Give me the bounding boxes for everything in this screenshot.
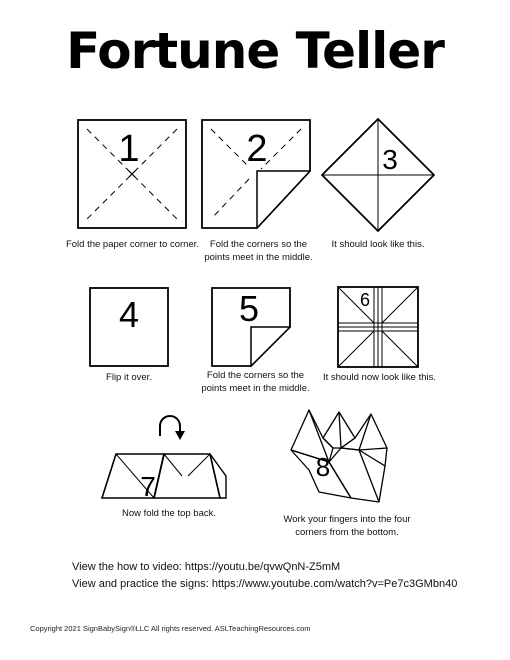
- step-3-diagram: [321, 118, 435, 232]
- step-7-diagram: [100, 410, 240, 502]
- step-3-number: 3: [382, 144, 398, 175]
- arrow-head-icon: [175, 431, 185, 440]
- step-5-diagram: [211, 287, 291, 367]
- step-2-caption: Fold the corners so the points meet in the middle.: [204, 239, 313, 263]
- step-8-number: 8: [315, 452, 331, 482]
- step-6-caption: It should now look like this.: [322, 372, 436, 383]
- step-5-number: 5: [238, 288, 260, 329]
- step-6-diagram: [337, 286, 419, 368]
- step-6-number: 6: [359, 290, 371, 310]
- step-4-number: 4: [118, 294, 140, 335]
- step-3-caption: It should look like this.: [331, 239, 425, 250]
- page-title: Fortune Teller: [66, 22, 444, 80]
- step-7-number: 7: [140, 471, 156, 502]
- step-4-caption: Flip it over.: [106, 372, 152, 383]
- step-1-diagram: [77, 119, 187, 229]
- step-8-caption: Work your fingers into the four corners from the bottom.: [283, 514, 411, 538]
- step-4-diagram: [89, 287, 169, 367]
- signs-link[interactable]: View and practice the signs: https://www.youtube.com/watch?v=Pe7c3GMbn40: [72, 578, 458, 590]
- step-5-caption: Fold the corners so the points meet in the middle.: [201, 370, 310, 394]
- step-2-number: 2: [246, 128, 268, 170]
- step-1-caption: Fold the paper corner to corner.: [65, 239, 200, 250]
- step-8-diagram: [289, 404, 391, 506]
- step-1-number: 1: [118, 128, 140, 170]
- copyright-text: Copyright 2021 SignBabySign®LLC All rights reserved. ASLTeachingResources.com: [30, 624, 311, 633]
- video-link[interactable]: View the how to video: https://youtu.be/qvwQnN-Z5mM: [72, 561, 341, 573]
- step-7-caption: Now fold the top back.: [122, 508, 216, 519]
- step-2-diagram: [201, 119, 311, 229]
